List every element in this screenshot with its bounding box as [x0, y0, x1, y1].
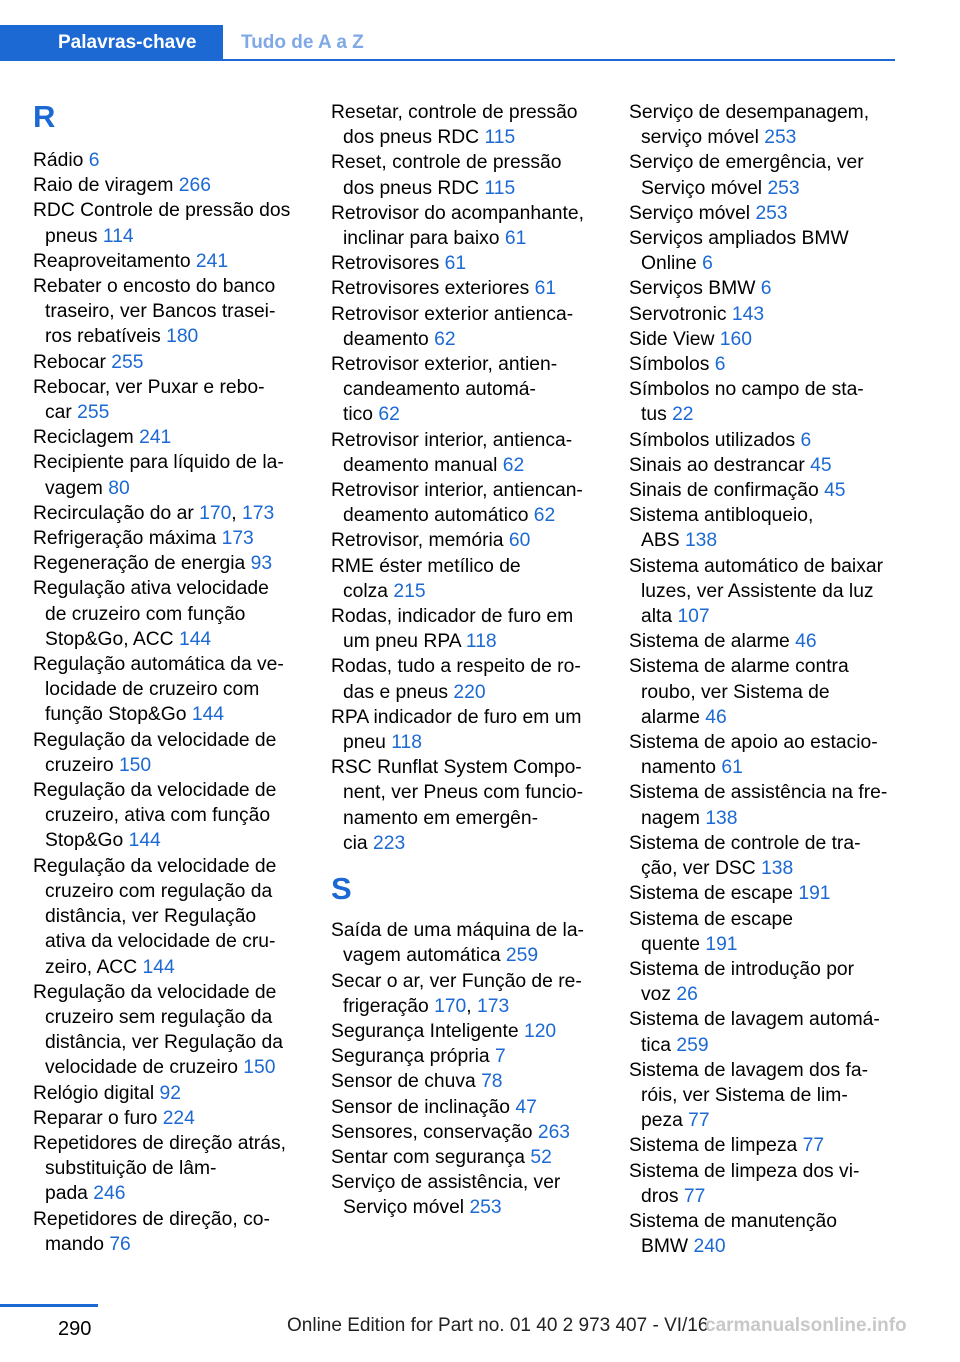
- index-term: Símbolos no campo de sta‐: [629, 379, 864, 401]
- page-link[interactable]: 241: [139, 427, 172, 449]
- index-entry: [33, 778, 305, 854]
- index-term: ativa da velocidade de cru‐: [45, 931, 276, 953]
- index-term: Rebater o encosto do banco: [33, 276, 276, 298]
- index-entry: [629, 377, 897, 427]
- page-link[interactable]: 255: [111, 351, 144, 373]
- page-link[interactable]: 6: [702, 253, 713, 275]
- index-term: deamento automático: [343, 505, 534, 527]
- index-term: RME éster metílico de: [331, 555, 521, 577]
- index-term: Retrovisor interior, antienca‐: [331, 429, 573, 451]
- index-entry: [331, 554, 603, 604]
- page-link[interactable]: 173: [242, 502, 275, 524]
- index-entry: [33, 652, 305, 728]
- page-link[interactable]: 215: [393, 580, 426, 602]
- index-term: mando: [45, 1233, 110, 1255]
- page-number-bar: [0, 1304, 98, 1307]
- index-entry: [33, 1081, 305, 1106]
- index-entry: [331, 654, 603, 704]
- index-term: Raio de viragem: [33, 175, 179, 197]
- index-term: nent, ver Pneus com funcio‐: [343, 782, 584, 804]
- index-term: Retrovisor, memória: [331, 530, 509, 552]
- index-term: Sistema de assistência na fre‐: [629, 782, 888, 804]
- index-term: Retrovisor interior, antiencan‐: [331, 480, 583, 502]
- index-term: substituição de lâm‐: [45, 1158, 217, 1180]
- index-term: um pneu RPA: [343, 631, 466, 653]
- index-term: Retrovisores exteriores: [331, 278, 535, 300]
- index-term: RPA indicador de furo em um: [331, 706, 582, 728]
- page-link[interactable]: 62: [434, 328, 456, 350]
- page-link[interactable]: 263: [537, 1121, 571, 1143]
- index-term: distância, ver Regulação: [45, 906, 257, 928]
- index-term: Retrovisor do acompanhante,: [331, 202, 584, 224]
- index-entry: [331, 251, 603, 276]
- index-entry: [331, 705, 603, 755]
- page-link[interactable]: 77: [688, 1110, 710, 1132]
- index-term: Serviços ampliados BMW: [629, 228, 849, 250]
- index-entry: [629, 957, 897, 1007]
- page-link[interactable]: 170: [199, 502, 232, 524]
- page-link[interactable]: 191: [705, 933, 738, 955]
- index-term: Sensores, conservação: [331, 1121, 538, 1143]
- index-term: Regulação da velocidade de: [33, 729, 277, 751]
- page-link[interactable]: 170: [434, 995, 467, 1017]
- page-link[interactable]: 45: [810, 454, 832, 476]
- index-term: Retrovisor exterior, antien‐: [331, 354, 558, 376]
- index-term: Relógio digital: [33, 1082, 160, 1104]
- index-term: dos pneus RDC: [343, 177, 485, 199]
- page-link[interactable]: 253: [764, 127, 797, 149]
- page-link[interactable]: 144: [191, 704, 225, 726]
- page-link[interactable]: 173: [221, 528, 254, 550]
- header-tabs: [0, 25, 895, 61]
- page-link[interactable]: 62: [533, 505, 556, 527]
- index-term: Rodas, indicador de furo em: [331, 606, 574, 628]
- page-link[interactable]: 138: [705, 807, 738, 829]
- page-link[interactable]: 255: [77, 402, 110, 424]
- index-term: Serviços BMW: [629, 278, 761, 300]
- index-entry: [629, 327, 897, 352]
- page-link[interactable]: 115: [484, 127, 516, 149]
- index-term: Reaproveitamento: [33, 250, 196, 272]
- index-term: função Stop&Go: [45, 704, 192, 726]
- index-term: Secar o ar, ver Função de re‐: [331, 970, 582, 992]
- index-term: Sinais de confirmação: [629, 480, 825, 502]
- page-link[interactable]: 114: [102, 225, 134, 247]
- page-link[interactable]: 144: [178, 628, 212, 650]
- section-letter-s: S: [331, 871, 352, 907]
- page-link[interactable]: 150: [118, 754, 152, 776]
- page-link[interactable]: 180: [166, 326, 199, 348]
- index-entry: [629, 831, 897, 881]
- page-link[interactable]: 7: [495, 1046, 506, 1068]
- page-link[interactable]: 46: [795, 631, 817, 653]
- index-term: Stop&Go: [45, 830, 129, 852]
- index-entry: [33, 1106, 305, 1131]
- index-term: velocidade de cruzeiro: [45, 1057, 244, 1079]
- index-entry: [629, 276, 897, 301]
- index-term: de cruzeiro com função: [45, 603, 246, 625]
- index-term: Segurança própria: [331, 1046, 495, 1068]
- page-link[interactable]: 138: [684, 530, 718, 552]
- page-link[interactable]: 6: [714, 354, 726, 376]
- page-link[interactable]: 173: [477, 995, 510, 1017]
- page-link[interactable]: 46: [705, 706, 727, 728]
- index-entry: [629, 150, 897, 200]
- page-link[interactable]: 61: [534, 278, 557, 300]
- index-term: candeamento automá‐: [343, 379, 536, 401]
- index-term: Sistema antibloqueio,: [629, 505, 814, 527]
- index-entry: [629, 201, 897, 226]
- index-column-1: [33, 100, 305, 1257]
- index-term: Sensor de inclinação: [331, 1096, 516, 1118]
- index-entry: [629, 1133, 897, 1158]
- page-link[interactable]: 253: [755, 202, 788, 224]
- index-entry: [331, 604, 603, 654]
- index-term: Online: [641, 253, 703, 275]
- index-term: ros rebatíveis: [45, 326, 167, 348]
- page-link[interactable]: 93: [250, 553, 273, 575]
- index-term: Sistema de lavagem automá‐: [629, 1009, 880, 1031]
- index-entry: [629, 453, 897, 478]
- index-term: cruzeiro sem regulação da: [45, 1006, 273, 1028]
- index-term: voz: [641, 984, 677, 1006]
- index-term: roubo, ver Sistema de: [641, 681, 830, 703]
- index-term: Reparar o furo: [33, 1107, 163, 1129]
- index-term: Saída de uma máquina de la‐: [331, 920, 584, 942]
- index-term: zeiro, ACC: [45, 956, 143, 978]
- page-link[interactable]: 224: [162, 1107, 195, 1129]
- index-term: Resetar, controle de pressão: [331, 102, 578, 123]
- index-entry: [629, 554, 897, 630]
- index-entry: [33, 350, 305, 375]
- index-entry: Recirculação do ar 170, 173: [33, 502, 275, 524]
- index-entry: [629, 1159, 897, 1209]
- index-term: locidade de cruzeiro com: [45, 679, 260, 701]
- index-term: ção, ver DSC: [641, 858, 762, 880]
- index-term: cruzeiro com regulação da: [45, 880, 273, 902]
- index-entry: [33, 854, 305, 980]
- index-term: pneus: [45, 225, 103, 247]
- page-link[interactable]: 253: [469, 1197, 502, 1219]
- index-term: Regulação da velocidade de: [33, 780, 277, 802]
- index-term: Rebocar, ver Puxar e rebo‐: [33, 376, 265, 398]
- page-link[interactable]: 259: [505, 945, 539, 967]
- index-entry: [629, 503, 897, 553]
- index-term: tus: [641, 404, 673, 426]
- index-term: Stop&Go, ACC: [45, 628, 179, 650]
- index-term: cruzeiro: [45, 754, 119, 776]
- index-term: Sistema automático de baixar: [629, 555, 883, 577]
- index-entry: [629, 1209, 897, 1259]
- page-link[interactable]: 138: [761, 858, 794, 880]
- index-entry: [33, 551, 305, 576]
- page-link[interactable]: 6: [88, 150, 100, 171]
- index-term: Regulação automática da ve‐: [33, 654, 284, 676]
- index-term: Refrigeração máxima: [33, 528, 222, 550]
- page-link[interactable]: 47: [515, 1096, 537, 1118]
- index-entry: [33, 526, 305, 551]
- index-entry: [331, 150, 603, 200]
- page-link[interactable]: 120: [523, 1020, 557, 1042]
- index-entry: [629, 478, 897, 503]
- tab-palavras-chave[interactable]: Palavras-chave: [0, 25, 223, 61]
- page-link[interactable]: 52: [530, 1146, 552, 1168]
- index-entry: [33, 980, 305, 1081]
- page-link[interactable]: 107: [677, 606, 710, 628]
- index-entry: [629, 881, 897, 906]
- index-term: traseiro, ver Bancos trasei‐: [45, 301, 276, 323]
- index-entry: [33, 576, 305, 652]
- page-link[interactable]: 223: [373, 832, 406, 854]
- page-link[interactable]: 62: [378, 404, 400, 426]
- index-term: colza: [343, 580, 394, 602]
- index-term: BMW: [641, 1236, 694, 1258]
- index-term: luzes, ver Assistente da luz: [641, 580, 874, 602]
- page-link[interactable]: 92: [159, 1082, 181, 1104]
- index-term: Sistema de alarme contra: [629, 656, 849, 678]
- index-entry: [331, 528, 603, 553]
- index-entry: [331, 1145, 603, 1170]
- index-term: das e pneus: [343, 681, 454, 703]
- index-entry: [629, 1058, 897, 1134]
- index-term: Regulação da velocidade de: [33, 981, 277, 1003]
- page-link[interactable]: 22: [672, 404, 694, 426]
- index-entry: [331, 1170, 603, 1220]
- index-entry: [33, 173, 305, 198]
- page-link[interactable]: 115: [484, 177, 516, 199]
- page-link[interactable]: 76: [109, 1233, 131, 1255]
- index-term: cruzeiro, ativa com função: [45, 805, 271, 827]
- page-link[interactable]: 160: [719, 328, 752, 350]
- index-term: pada: [45, 1183, 94, 1205]
- index-term: tico: [343, 404, 379, 426]
- watermark: carmanualsonline.info: [705, 1315, 907, 1336]
- page-link[interactable]: 62: [502, 454, 525, 476]
- index-entry: [629, 730, 897, 780]
- index-term: Reciclagem: [33, 427, 140, 449]
- index-entry: [33, 198, 305, 248]
- index-term: Rádio: [33, 150, 89, 171]
- index-term: RSC Runflat System Compo‐: [331, 757, 582, 779]
- index-entry: [331, 478, 603, 528]
- index-term: Regeneração de energia: [33, 553, 251, 575]
- index-entry: [629, 428, 897, 453]
- page-link[interactable]: 6: [800, 429, 812, 451]
- index-entry: [629, 1007, 897, 1057]
- index-term: Sistema de escape: [629, 883, 799, 905]
- index-entry: [629, 226, 897, 276]
- index-term: Sistema de apoio ao estacio‐: [629, 732, 878, 754]
- edition-note: Online Edition for Part no. 01 40 2 973 407 - VI/16: [287, 1315, 709, 1336]
- index-entry: [331, 302, 603, 352]
- index-term: Segurança Inteligente: [331, 1020, 524, 1042]
- tab-tudo-de-a-a-z[interactable]: Tudo de A a Z: [241, 32, 364, 53]
- page-link[interactable]: 144: [142, 956, 175, 978]
- index-term: pneu: [343, 732, 392, 754]
- index-entry: [33, 1207, 305, 1257]
- index-term: inclinar para baixo: [343, 228, 505, 250]
- index-entry: [331, 201, 603, 251]
- index-entry: [629, 629, 897, 654]
- index-term: deamento: [343, 328, 435, 350]
- index-term: Sistema de alarme: [629, 631, 796, 653]
- page-link[interactable]: 246: [93, 1183, 126, 1205]
- index-entry: [33, 249, 305, 274]
- index-term: Retrovisores: [331, 253, 445, 275]
- index-term: dos pneus RDC: [343, 127, 485, 149]
- index-term: Sinais ao destrancar: [629, 454, 811, 476]
- index-term: car: [45, 402, 78, 424]
- index-entry: [331, 755, 603, 856]
- index-term: Reset, controle de pressão: [331, 152, 562, 174]
- index-term: Sistema de limpeza: [629, 1135, 803, 1157]
- page-link[interactable]: 253: [767, 177, 800, 199]
- index-term: Sentar com segurança: [331, 1146, 531, 1168]
- page-link[interactable]: 144: [128, 830, 161, 852]
- index-entry: [33, 375, 305, 425]
- page-link[interactable]: 6: [760, 278, 772, 300]
- page-link[interactable]: 220: [453, 681, 486, 703]
- index-term: Serviço de assistência, ver: [331, 1172, 561, 1194]
- index-term: Servotronic: [629, 303, 732, 325]
- index-entry: [629, 302, 897, 327]
- index-term: Regulação da velocidade de: [33, 855, 277, 877]
- index-term: Retrovisor exterior antienca‐: [331, 303, 574, 325]
- page-link[interactable]: 60: [508, 530, 531, 552]
- index-term: Sistema de manutenção: [629, 1210, 837, 1232]
- page-link[interactable]: 240: [693, 1236, 726, 1258]
- index-term: Sistema de limpeza dos vi‐: [629, 1160, 860, 1182]
- index-entry: [33, 425, 305, 450]
- index-term: frigeração: [343, 995, 435, 1017]
- page-link[interactable]: 61: [721, 757, 743, 779]
- index-term: Regulação ativa velocidade: [33, 578, 269, 600]
- page-link[interactable]: 26: [676, 984, 698, 1006]
- page-link[interactable]: 78: [481, 1071, 503, 1093]
- index-column-3: [629, 100, 897, 1259]
- index-entry: [33, 1131, 305, 1207]
- index-term: Serviço móvel: [343, 1197, 470, 1219]
- index-entry: [331, 100, 603, 150]
- page-link[interactable]: 61: [504, 228, 527, 250]
- index-term: deamento manual: [343, 454, 503, 476]
- index-entry: [629, 907, 897, 957]
- index-term: Serviço móvel: [629, 202, 756, 224]
- page-link[interactable]: 143: [731, 303, 765, 325]
- index-term: Serviço de emergência, ver: [629, 152, 864, 174]
- index-entry: [331, 1044, 603, 1069]
- index-term: Sistema de lavagem dos fa‐: [629, 1059, 868, 1081]
- header-divider: [223, 59, 895, 61]
- index-term: cia: [343, 832, 374, 854]
- index-term: Rodas, tudo a respeito de ro‐: [331, 656, 581, 678]
- index-entry: [331, 352, 603, 428]
- index-term: Serviço móvel: [641, 177, 768, 199]
- index-term: róis, ver Sistema de lim‐: [641, 1084, 848, 1106]
- page-link[interactable]: 45: [824, 480, 846, 502]
- index-entry: [33, 148, 305, 173]
- index-term: RDC Controle de pressão dos: [33, 200, 291, 222]
- page-link[interactable]: 61: [444, 253, 467, 275]
- page-link[interactable]: 118: [391, 732, 423, 754]
- page-link[interactable]: 266: [178, 175, 211, 197]
- index-term: Recipiente para líquido de la‐: [33, 452, 284, 474]
- index-term: Serviço de desempanagem,: [629, 102, 870, 123]
- index-term: quente: [641, 933, 706, 955]
- index-term: Sistema de introdução por: [629, 958, 855, 980]
- index-term: Repetidores de direção, co‐: [33, 1208, 270, 1230]
- index-entry: [331, 1095, 603, 1120]
- index-entry: [331, 1069, 603, 1094]
- index-entry: [33, 274, 305, 350]
- index-term: Sistema de escape: [629, 908, 793, 930]
- index-entry: [331, 1019, 603, 1044]
- index-term: Repetidores de direção atrás,: [33, 1132, 286, 1154]
- page-link[interactable]: 77: [683, 1185, 706, 1207]
- index-column-2: [331, 100, 603, 1221]
- index-entry: [629, 100, 897, 150]
- index-term: namento em emergên‐: [343, 807, 539, 829]
- index-term: Recirculação do ar: [33, 502, 200, 524]
- index-entry: [629, 780, 897, 830]
- page-link[interactable]: 191: [798, 883, 831, 905]
- page-link[interactable]: 241: [195, 250, 229, 272]
- index-term: vagem: [45, 477, 109, 499]
- index-entry: [331, 276, 603, 301]
- index-entry: [629, 352, 897, 377]
- index-term: ABS: [641, 530, 685, 552]
- page-number: 290: [58, 1318, 92, 1340]
- index-term: dros: [641, 1185, 684, 1207]
- index-term: Sensor de chuva: [331, 1071, 482, 1093]
- page-link[interactable]: 259: [676, 1034, 709, 1056]
- index-term: serviço móvel: [641, 127, 765, 149]
- section-letter-r: R: [33, 99, 56, 134]
- index-term: namento: [641, 757, 722, 779]
- index-entry: [331, 428, 603, 478]
- index-entry: [331, 1120, 603, 1145]
- index-term: nagem: [641, 807, 706, 829]
- index-term: peza: [641, 1110, 689, 1132]
- index-term: alta: [641, 606, 678, 628]
- index-entry: [33, 728, 305, 778]
- page-link[interactable]: 150: [243, 1057, 276, 1079]
- index-entry: [331, 918, 603, 968]
- index-term: Símbolos utilizados: [629, 429, 801, 451]
- page-link[interactable]: 118: [465, 631, 497, 653]
- index-entry: [629, 654, 897, 730]
- page-link[interactable]: 80: [108, 477, 130, 499]
- index-term: Side View: [629, 328, 720, 350]
- page-link[interactable]: 77: [802, 1135, 825, 1157]
- index-term: Sistema de controle de tra‐: [629, 832, 861, 854]
- index-term: Símbolos: [629, 354, 715, 376]
- index-entry: [33, 450, 305, 500]
- index-entry: Secar o ar, ver Função de re‐ frigeração 170, 173: [331, 970, 582, 1017]
- index-term: alarme: [641, 706, 706, 728]
- index-term: vagem automática: [343, 945, 506, 967]
- index-term: Rebocar: [33, 351, 112, 373]
- index-term: tica: [641, 1034, 677, 1056]
- index-term: distância, ver Regulação da: [45, 1032, 283, 1054]
